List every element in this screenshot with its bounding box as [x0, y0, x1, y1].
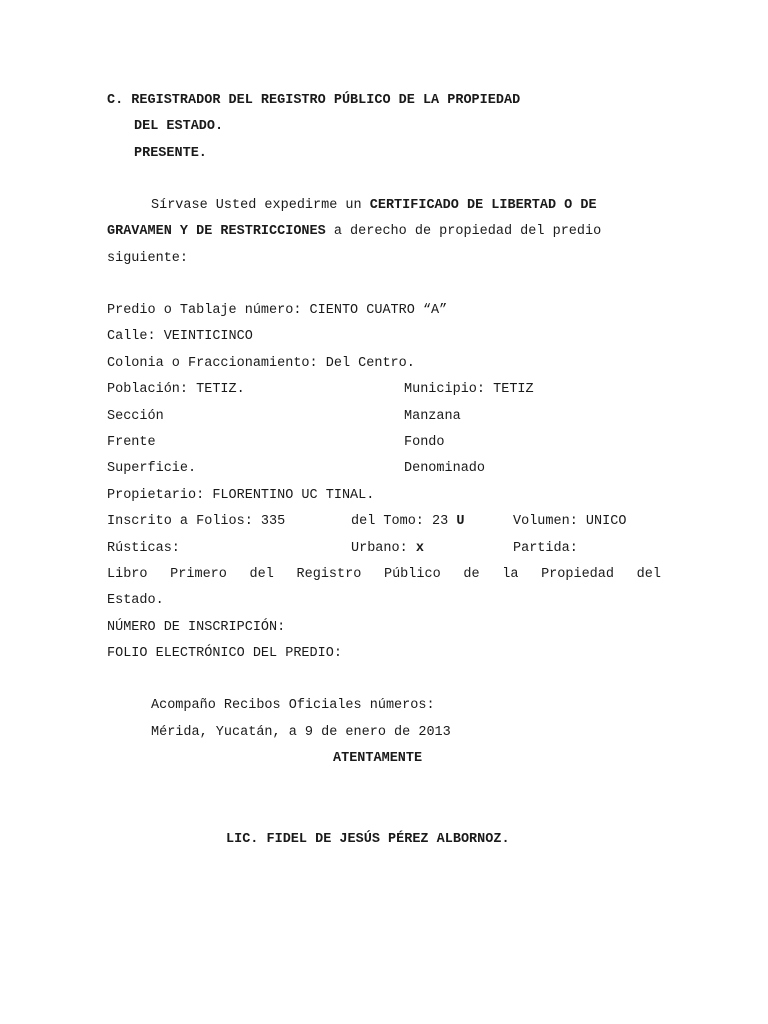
libro-line — [107, 567, 661, 583]
manzana-field: Manzana — [404, 409, 461, 424]
libro-line-end: Estado. — [107, 593, 164, 608]
urbano-label: Urbano: — [351, 541, 416, 556]
certificate-type-part-2: GRAVAMEN Y DE RESTRICCIONES — [107, 224, 326, 239]
recibos-line: Acompaño Recibos Oficiales números: — [151, 698, 435, 713]
numero-inscripcion-field: NÚMERO DE INSCRIPCIÓN: — [107, 620, 286, 635]
superficie-field: Superficie. — [107, 461, 197, 476]
poblacion-field: Población: TETIZ. — [107, 382, 245, 397]
folio-electronico-field: FOLIO ELECTRÓNICO DEL PREDIO: — [107, 646, 342, 661]
fondo-field: Fondo — [404, 435, 445, 450]
libro-word: Propiedad — [541, 567, 614, 582]
addressee-line-2: DEL ESTADO. — [134, 119, 224, 134]
urbano-field — [351, 541, 424, 557]
signatory-name: LIC. FIDEL DE JESÚS PÉREZ ALBORNOZ. — [226, 832, 510, 847]
municipio-field: Municipio: TETIZ — [404, 382, 534, 397]
request-line-2 — [107, 224, 601, 240]
tomo-field — [351, 514, 464, 530]
partida-field: Partida: — [513, 541, 578, 556]
tomo-label: del Tomo: 23 — [351, 514, 457, 529]
urbano-mark: x — [415, 541, 424, 556]
request-text-rest: a derecho de propiedad del predio — [325, 224, 602, 239]
tomo-suffix: U — [456, 514, 465, 529]
volumen-field: Volumen: UNICO — [513, 514, 627, 529]
place-date-line: Mérida, Yucatán, a 9 de enero de 2013 — [151, 725, 451, 740]
libro-word: del — [249, 567, 274, 582]
request-line-1 — [151, 198, 661, 214]
addressee-line-1: C. REGISTRADOR DEL REGISTRO PÚBLICO DE LA PROPIEDAD — [107, 93, 521, 108]
colonia-field: Colonia o Fraccionamiento: Del Centro. — [107, 356, 415, 371]
request-text-start: Sírvase Usted expedirme un — [151, 198, 370, 213]
libro-word: Primero — [170, 567, 227, 582]
propietario-field: Propietario: FLORENTINO UC TINAL. — [107, 488, 375, 503]
frente-field: Frente — [107, 435, 156, 450]
libro-word: Registro — [296, 567, 362, 582]
request-line-3: siguiente: — [107, 251, 189, 266]
rusticas-field: Rústicas: — [107, 541, 180, 556]
atentamente-label: ATENTAMENTE — [333, 751, 423, 766]
libro-word: Público — [383, 567, 441, 582]
calle-field: Calle: VEINTICINCO — [107, 329, 253, 344]
seccion-field: Sección — [107, 409, 164, 424]
libro-word: la — [502, 567, 519, 582]
denominado-field: Denominado — [404, 461, 486, 476]
addressee-line-3: PRESENTE. — [134, 146, 207, 161]
libro-word: de — [463, 567, 480, 582]
certificate-type-part-1: CERTIFICADO DE LIBERTAD O DE — [369, 198, 597, 213]
predio-field: Predio o Tablaje número: CIENTO CUATRO “A” — [107, 303, 448, 318]
libro-word: Libro — [107, 567, 148, 582]
folios-field: Inscrito a Folios: 335 — [107, 514, 286, 529]
libro-word: del — [636, 567, 661, 582]
